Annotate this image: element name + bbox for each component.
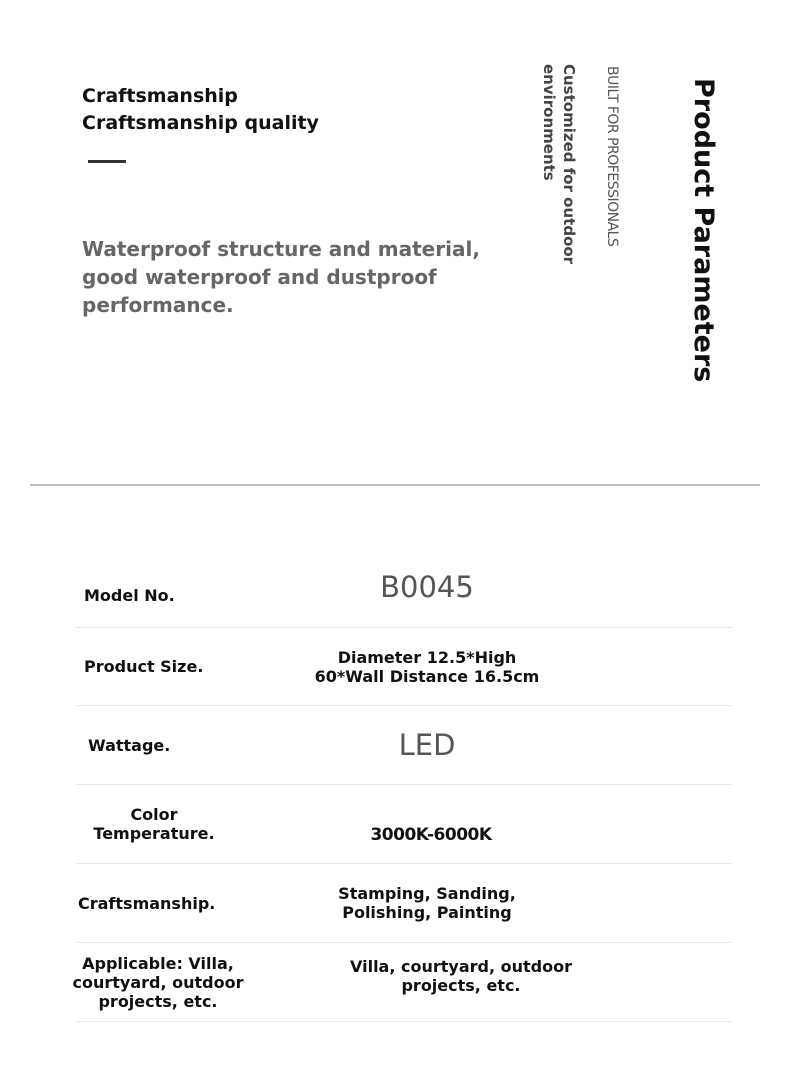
param-label: Product Size. <box>84 657 204 676</box>
product-parameters-title: Product Parameters <box>688 78 719 383</box>
param-row-craftsmanship <box>76 864 732 943</box>
param-label-line: Applicable: Villa, <box>82 953 234 973</box>
param-value-line: Polishing, Painting <box>342 903 512 922</box>
feature-description: Waterproof structure and material, good waterproof and dustproof performance. <box>82 237 480 317</box>
accent-bar <box>88 160 126 163</box>
param-value: LED <box>398 727 456 762</box>
param-label: Wattage. <box>88 735 171 755</box>
param-value <box>272 864 582 942</box>
customized-line-2: environments <box>540 64 558 181</box>
parameters-table <box>72 550 732 1022</box>
param-label: Model No. <box>84 586 175 605</box>
param-value-line: Stamping, Sanding, <box>338 884 516 903</box>
param-value-line: Villa, courtyard, outdoor <box>350 957 572 976</box>
param-label-line: courtyard, outdoor <box>72 972 244 992</box>
customized-line-1: Customized for outdoor <box>560 64 578 265</box>
param-value-line: 60*Wall Distance 16.5cm <box>314 666 540 686</box>
param-label <box>58 943 258 1021</box>
param-label <box>64 785 244 863</box>
param-row-model <box>76 550 732 628</box>
built-for-professionals: BUILT FOR PROFESSIONALS <box>604 66 620 247</box>
param-label-line: Temperature. <box>93 824 215 843</box>
param-value <box>306 943 616 1021</box>
param-value <box>272 628 582 705</box>
param-row-size <box>76 628 732 706</box>
craftsmanship-title: Craftsmanship <box>82 85 238 107</box>
param-value: 3000K-6000K <box>370 824 492 845</box>
craftsmanship-subtitle: Craftsmanship quality <box>82 112 319 134</box>
param-label: Craftsmanship. <box>78 893 216 913</box>
param-row-color-temp <box>76 785 732 864</box>
param-row-applicable <box>72 943 732 1022</box>
customized-tagline <box>539 64 579 264</box>
param-row-wattage <box>76 706 732 785</box>
param-value-line: Diameter 12.5*High <box>337 647 517 667</box>
section-divider <box>30 484 760 486</box>
craftsmanship-heading <box>82 83 319 137</box>
param-label-line: Color <box>130 805 178 824</box>
param-value: B0045 <box>380 570 474 604</box>
param-label-line: projects, etc. <box>98 991 218 1011</box>
param-value-line: projects, etc. <box>401 976 521 995</box>
